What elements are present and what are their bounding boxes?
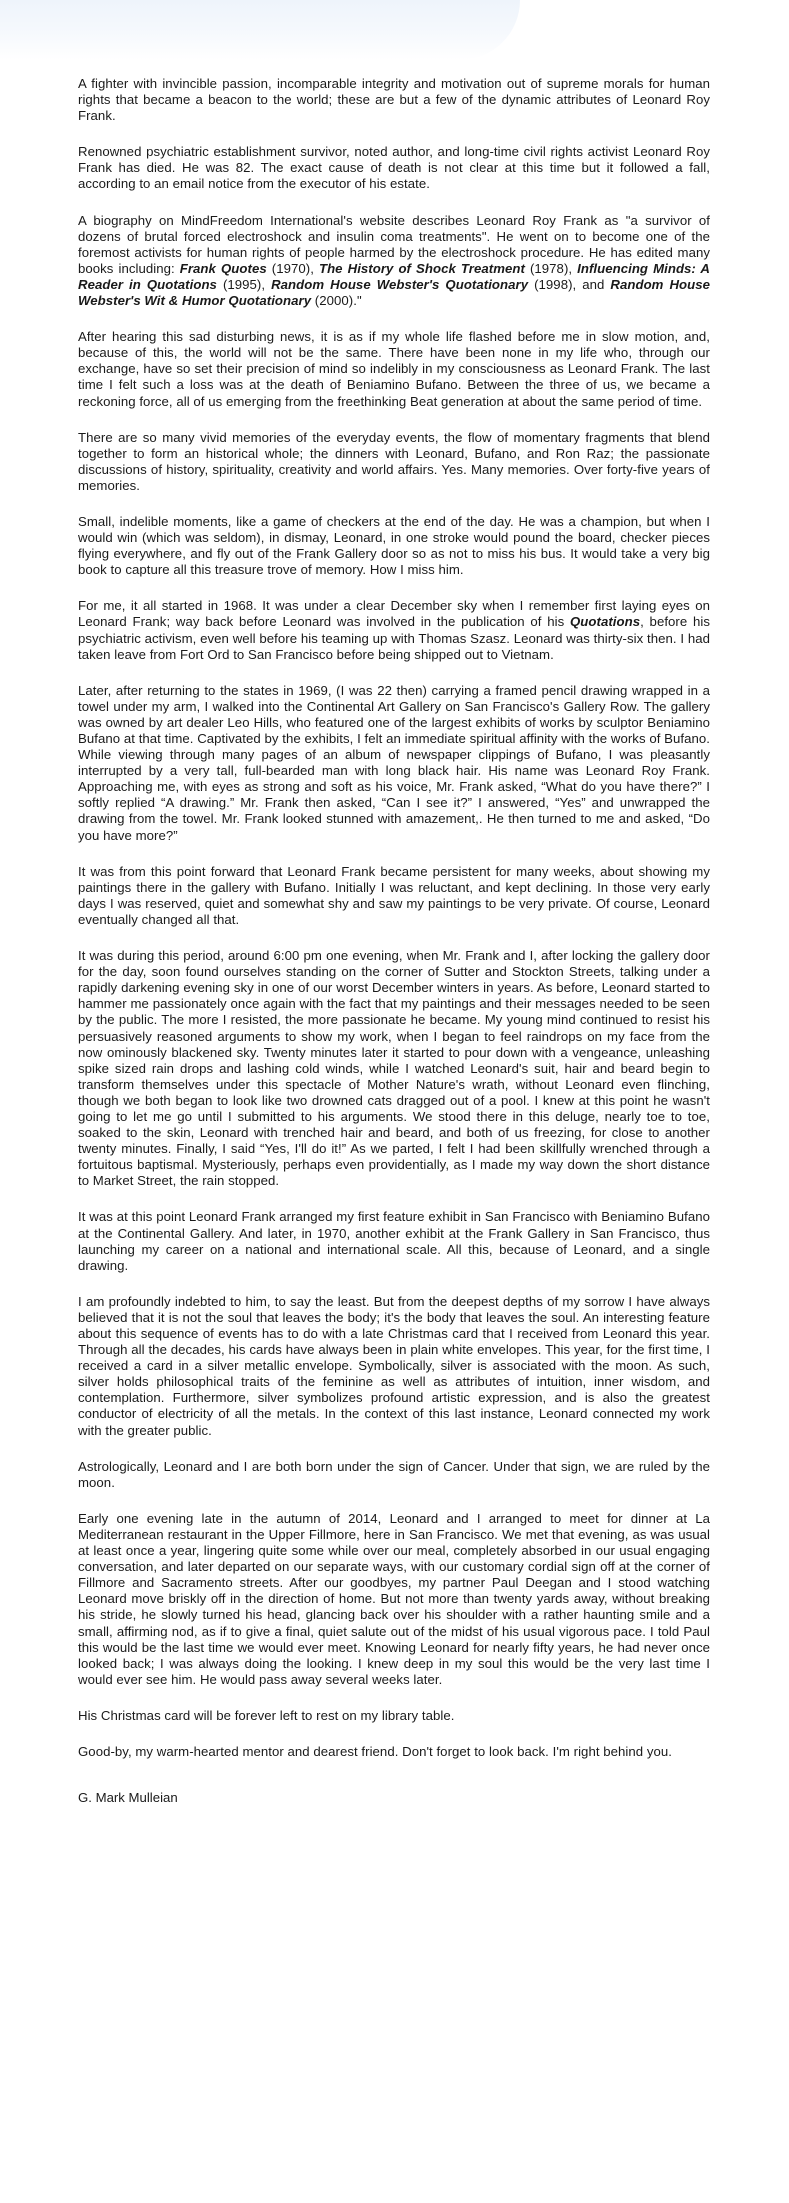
paragraph-farewell: Good-by, my warm-hearted mentor and dearest friend. Don't forget to look back. I'm right behind you. (78, 1743, 672, 1759)
book-title-frank-quotes: Frank Quotes (179, 260, 267, 276)
paragraph-biography (78, 213, 710, 310)
book-title-quotations: Quotations (570, 614, 641, 630)
paragraph-text: For me, it all started in 1968. It was under a clear December sky when I remember first laying eyes on Leonard Frank; way back before Leonard was involved in the publication of his (78, 598, 710, 630)
book-title-wit-humor-quotationary: Random House Webster's Wit & Humor Quotationary (78, 276, 711, 309)
paragraph-first-meeting: Later, after returning to the states in 1969, (I was 22 then) carrying a framed pencil drawing wrapped in a towel under my arm, I walked into the Continental Art Gallery on San Francisco's Gallery Row. The gallery was owned by art dealer Leo Hills, who featured one of the largest exhibits of works by sculptor Beniamino Bufano at that time. Captivated by the exhibits, I felt an immediate spiritual affinity with the works of Bufano. While viewing through many pages of an album of newspaper clippings of Bufano, I was pleasantly interrupted by a very tall, full-bearded man with long black hair. His name was Leonard Roy Frank. Approaching me, with eyes as strong and soft as his voice, Mr. Frank asked, “What do you have there?” I softly replied “A drawing.” Mr. Frank then asked, “Can I see it?” I answered, “Yes” and unwrapped the drawing from the towel. Mr. Frank looked stunned with amazement,. He then turned to me and asked, “Do you have more?” (78, 682, 710, 843)
header-tint (0, 0, 520, 60)
paragraph-last-dinner: Early one evening late in the autumn of 2014, Leonard and I arranged to meet for dinner at La Mediterranean restaurant in the Upper Fillmore, here in San Francisco. We met that evening, as was usual at least once a year, lingering quite some while over our meal, completely absorbed in our usual engaging conversation, and later departed on our separate ways, with our customary cordial sign off at the corner of Fillmore and Sacramento streets. After our goodbyes, my partner Paul Deegan and I stood watching Leonard move briskly off in the direction of home. But not more than twenty yards away, without breaking his stride, he slowly turned his head, glancing back over his shoulder with a rather haunting smile and a small, affirming nod, as if to give a final, quiet salute out of the midst of his usual vigorous pace. I told Paul this would be the last time we would ever meet. Knowing Leonard for nearly fifty years, he had never once looked back; I was always doing the looking. I knew deep in my soul this would be the very last time I would ever see him. He would pass away several weeks later. (78, 1510, 710, 1687)
paragraph-memories: There are so many vivid memories of the everyday events, the flow of momentary fragments that blend together to form an historical whole; the dinners with Leonard, Bufano, and Ron Raz; the passionate discussions of history, spirituality, creativity and world affairs. Yes. Many memories. Over forty-five years of memories. (78, 429, 710, 493)
biography-text: (1995), (216, 276, 272, 292)
paragraph-library-table: His Christmas card will be forever left to rest on my library table. (78, 1707, 455, 1723)
author-signature: G. Mark Mulleian (78, 1790, 178, 1806)
paragraph-reflection: After hearing this sad disturbing news, it is as if my whole life flashed before me in slow motion, and, because of this, the world will not be the same. There have been none in my life who, through our exchange, have so set their precision of mind so indelibly in my consciousness as Leonard Frank. The last time I felt such a loss was at the death of Beniamino Bufano. Between the three of us, we became a reckoning force, all of us emerging from the freethinking Beat generation at about the same period of time. (78, 329, 710, 409)
biography-text: (2000)." (311, 293, 362, 309)
book-title-history-of-shock-treatment: The History of Shock Treatment (318, 260, 525, 276)
paragraph-rainstorm: It was during this period, around 6:00 pm one evening, when Mr. Frank and I, after locking the gallery door for the day, soon found ourselves standing on the corner of Sutter and Stockton Streets, talking under a rapidly darkening evening sky in one of our worst December winters in years. As before, Leonard started to hammer me passionately once again with the fact that my paintings and their messages needed to be seen by the public. The more I resisted, the more passionate he became. My young mind continued to resist his persuasively reasoned arguments to show my work, when I began to feel raindrops on my face from the now ominously blackened sky. Twenty minutes later it started to pour down with a vengeance, unleashing spike sized rain drops and lashing cold winds, while I watched Leonard's suit, hair and beard begin to transform themselves under this spectacle of Mother Nature's wrath, without Leonard even flinching, though we both began to look like two drowned cats dragged out of a pool. I knew at this point he wasn't going to let me go until I submitted to his arguments. We stood there in this deluge, nearly toe to toe, soaked to the skin, Leonard with trenched hair and beard, and both of us freezing, for close to another twenty minutes. Finally, I said “Yes, I'll do it!” As we parted, I felt I had been skillfully wrenched through a fortuitous baptismal. Mysteriously, perhaps even providentially, as I made my way down the short distance to Market Street, the rain stopped. (78, 948, 710, 1189)
paragraph-1968 (78, 598, 710, 662)
biography-text: (1970), (266, 260, 319, 276)
biography-text: A biography on MindFreedom International's website describes Leonard Roy Frank as "a survivor of dozens of brutal forced electroshock and insulin coma treatments". He went on to become one of the foremost activists for human rights of people harmed by the electroshock procedure. He has edited many books including: (78, 212, 710, 276)
biography-text: (1978), (524, 260, 578, 276)
biography-text: (1998), and (528, 276, 611, 292)
article-body (78, 76, 710, 1806)
paragraph-death-notice: Renowned psychiatric establishment survivor, noted author, and long-time civil rights activist Leonard Roy Frank has died. He was 82. The exact cause of death is not clear at this time but it followed a fall, according to an email notice from the executor of his estate. (78, 144, 710, 192)
paragraph-astrology: Astrologically, Leonard and I are both born under the sign of Cancer. Under that sign, we are ruled by the moon. (78, 1458, 710, 1490)
paragraph-persistence: It was from this point forward that Leonard Frank became persistent for many weeks, about showing my paintings there in the gallery with Bufano. Initially I was reluctant, and kept declining. In those very early days I was reserved, quiet and somewhat shy and saw my paintings to be very private. Of course, Leonard eventually changed all that. (78, 863, 710, 927)
paragraph-christmas-card: I am profoundly indebted to him, to say the least. But from the deepest depths of my sorrow I have always believed that it is not the soul that leaves the body; it's the body that leaves the soul. An interesting feature about this sequence of events has to do with a late Christmas card that I received from Leonard this year. Through all the decades, his cards have always been in plain white envelopes. This year, for the first time, I received a card in a silver metallic envelope. Symbolically, silver is associated with the moon. As such, silver holds philosophical traits of the feminine as well as attributes of intuition, inner wisdom, and contemplation. Furthermore, silver symbolizes profound artistic expression, and is also the greatest conductor of electricity of all the metals. In the context of this last instance, Leonard connected my work with the greater public. (78, 1293, 710, 1438)
book-title-quotationary: Random House Webster's Quotationary (271, 276, 529, 292)
book-title-influencing-minds: Influencing Minds: A Reader in Quotations (78, 260, 711, 292)
paragraph-text: , before his psychiatric activism, even well before his teaming up with Thomas Szasz. Leonard was thirty-six then. I had taken leave from Fort Ord to San Francisco before being shipped out to Vietnam. (78, 614, 710, 662)
paragraph-checkers: Small, indelible moments, like a game of checkers at the end of the day. He was a champion, but when I would win (which was seldom), in dismay, Leonard, in one stroke would pound the board, checker pieces flying everywhere, and fly out of the Frank Gallery door so as not to miss his bus. It would take a very big book to capture all this treasure trove of memory. How I miss him. (78, 513, 710, 578)
paragraph-first-exhibit: It was at this point Leonard Frank arranged my first feature exhibit in San Francisco with Beniamino Bufano at the Continental Gallery. And later, in 1970, another exhibit at the Frank Gallery in San Francisco, thus launching my career on a national and international scale. All this, because of Leonard, and a single drawing. (78, 1209, 710, 1273)
paragraph-intro: A fighter with invincible passion, incomparable integrity and motivation out of supreme morals for human rights that became a beacon to the world; these are but a few of the dynamic attributes of Leonard Roy Frank. (78, 76, 710, 124)
